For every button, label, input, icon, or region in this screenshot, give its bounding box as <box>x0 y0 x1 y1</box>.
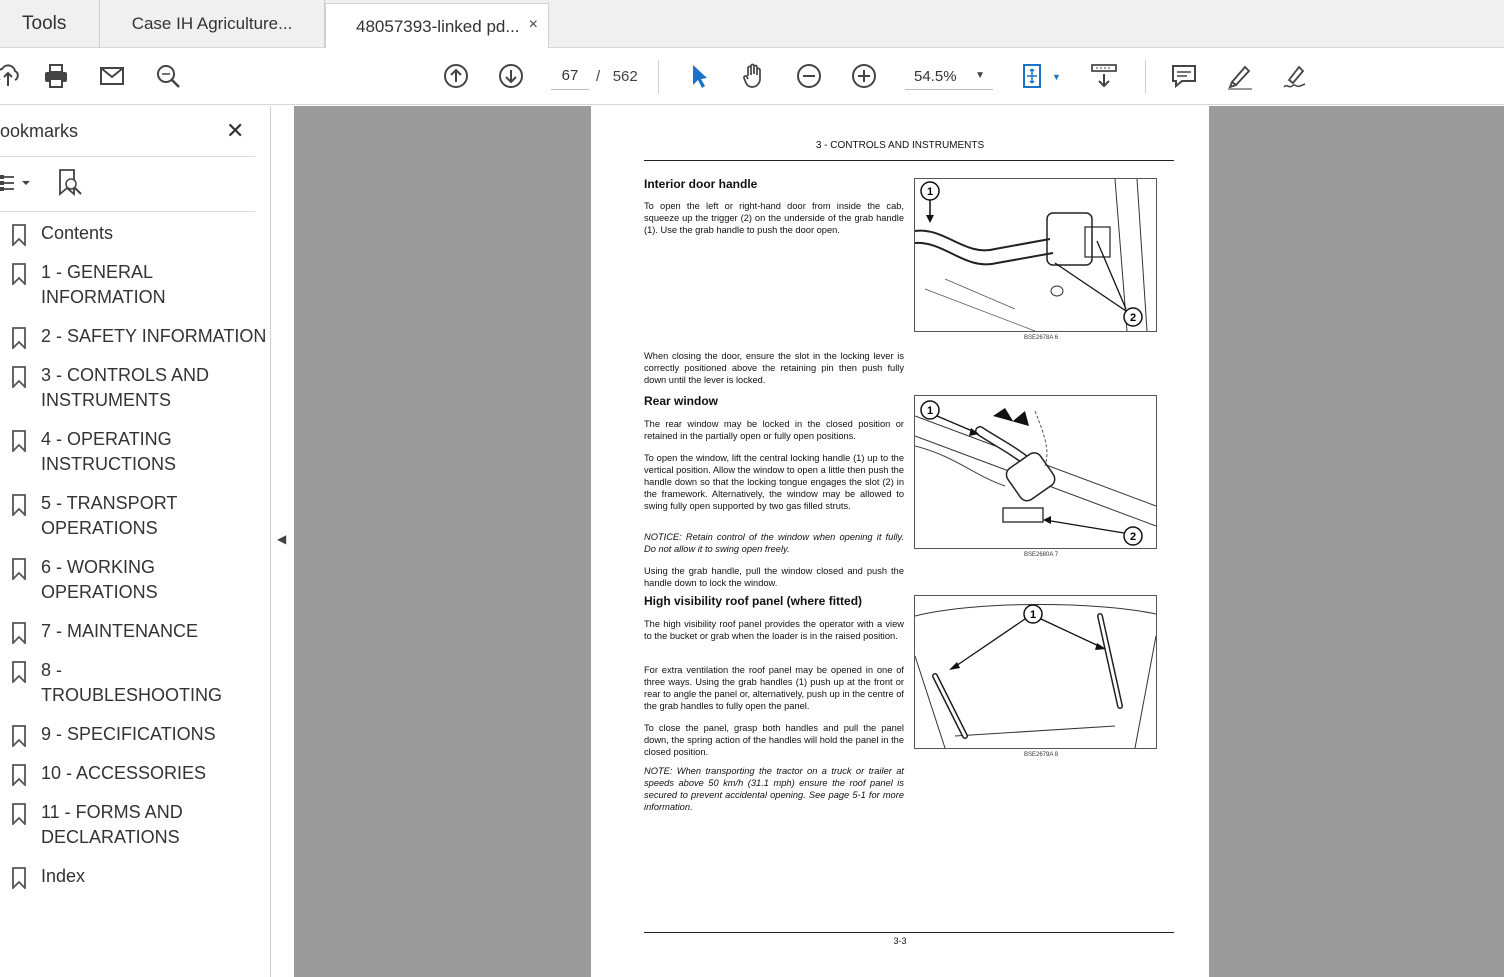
paragraph: When closing the door, ensure the slot in the locking lever is correctly positioned above the retaining pin then push fully down until the lever is locked. <box>644 351 904 385</box>
read-mode-icon[interactable] <box>1088 60 1120 92</box>
bookmark-label: 4 - OPERATING INSTRUCTIONS <box>41 429 176 474</box>
tab-document-1[interactable]: Case IH Agriculture... <box>100 0 325 48</box>
paragraph: To close the panel, grasp both handles and pull the panel down, the spring action of the handles will hold the panel in the closed position. <box>644 723 904 757</box>
toolbar <box>0 48 1504 105</box>
figure-caption: BSE2680A 7 <box>1024 552 1059 558</box>
bookmark-icon <box>11 661 27 683</box>
callout-2: 2 <box>1129 312 1137 324</box>
bookmark-label: 7 - MAINTENANCE <box>41 621 199 641</box>
page-total: / 562 <box>596 68 638 85</box>
zoom-value: 54.5% <box>914 68 957 85</box>
print-icon[interactable] <box>40 60 72 92</box>
chevron-down-icon: ▼ <box>975 70 985 81</box>
collapse-panel-icon[interactable]: ◀ <box>277 532 287 546</box>
bookmark-icon <box>11 725 27 747</box>
bookmark-item[interactable] <box>0 619 270 644</box>
callout-1: 1 <box>926 405 934 417</box>
paragraph: To open the left or right-hand door from inside the cab, squeeze up the trigger (2) on the underside of the grab handle (1). Use the grab handle to push the door open. <box>644 201 904 235</box>
highlight-pen-icon[interactable] <box>1224 60 1256 92</box>
figure-door-handle <box>914 178 1157 332</box>
options-menu-icon[interactable] <box>0 172 36 199</box>
paragraph: For extra ventilation the roof panel may be opened in one of three ways. Using the grab handles (1) push up at the front or rear to angle the panel or, alternatively, push up in the centre of the grab handles to fully open the panel. <box>644 665 904 711</box>
zoom-in-icon[interactable] <box>848 60 880 92</box>
bookmark-icon <box>11 263 27 285</box>
figure-roof-panel <box>914 595 1157 749</box>
bookmark-item[interactable] <box>0 800 270 850</box>
upload-icon[interactable] <box>0 60 24 92</box>
section-title: High visibility roof panel (where fitted) <box>644 594 863 608</box>
paragraph: The high visibility roof panel provides the operator with a view to the bucket or grab when the loader is in the raised position. <box>644 619 904 641</box>
document-viewer[interactable] <box>294 106 1504 977</box>
bookmark-item[interactable] <box>0 864 270 889</box>
sign-icon[interactable] <box>1279 60 1311 92</box>
bookmark-item[interactable] <box>0 722 270 747</box>
footer-rule <box>644 932 1174 933</box>
tab-bar <box>0 0 1504 48</box>
note-text: NOTE: When transporting the tractor on a truck or trailer at speeds above 50 km/h (31.1 mph) ensure the roof panel is secured to prevent accidental opening. See page 5-1 for more information. <box>644 766 904 812</box>
bookmark-icon <box>11 867 27 889</box>
bookmark-label: 2 - SAFETY INFORMATION <box>41 326 267 346</box>
bookmark-label: 11 - FORMS AND DECLARATIONS <box>41 802 183 847</box>
callout-1: 1 <box>926 186 934 198</box>
bookmark-label: Index <box>41 866 86 886</box>
bookmark-icon <box>11 430 27 452</box>
add-bookmark-icon[interactable] <box>56 168 84 203</box>
zoom-out-icon[interactable] <box>793 60 825 92</box>
zoom-select[interactable] <box>905 62 993 90</box>
divider <box>0 156 255 157</box>
bookmark-label: 5 - TRANSPORT OPERATIONS <box>41 493 178 538</box>
tab-label: 48057393-linked pd... <box>356 16 520 36</box>
bookmarks-panel <box>0 106 271 977</box>
bookmark-icon <box>11 764 27 786</box>
bookmark-icon <box>11 622 27 644</box>
tab-tools[interactable]: Tools <box>0 0 100 48</box>
bookmark-item[interactable] <box>0 324 270 349</box>
paragraph: To open the window, lift the central locking handle (1) up to the vertical position. Allow the window to open a little then push the handle down so that the locking tongue engages the slot (2) in the framework. Alternatively, the window may be allowed to swing fully open supported by two gas filled struts. <box>644 453 904 511</box>
page-footer: 3-3 <box>893 936 907 946</box>
search-icon[interactable] <box>152 60 184 92</box>
header-rule <box>644 160 1174 161</box>
toolbar-divider <box>658 60 659 94</box>
section-title: Interior door handle <box>644 177 758 191</box>
email-icon[interactable] <box>96 60 128 92</box>
notice-text: NOTICE: Retain control of the window when opening it fully. Do not allow it to swing open freely. <box>644 532 904 554</box>
figure-rear-window <box>914 395 1157 549</box>
page-header: 3 - CONTROLS AND INSTRUMENTS <box>815 140 985 151</box>
bookmark-item[interactable] <box>0 260 270 310</box>
tab-document-2[interactable] <box>325 3 549 49</box>
bookmark-list <box>0 221 270 903</box>
panel-title: ookmarks <box>0 121 79 141</box>
bookmark-icon <box>11 366 27 388</box>
pdf-page <box>591 106 1209 977</box>
select-cursor-icon[interactable] <box>683 60 715 92</box>
tab-close-icon[interactable]: × <box>528 16 538 33</box>
fit-chevron-icon[interactable]: ▼ <box>1052 72 1061 82</box>
paragraph: The rear window may be locked in the closed position or retained in the partially open or fully open positions. <box>644 419 904 441</box>
figure-caption: BSE2679A 8 <box>1024 752 1059 758</box>
bookmark-item[interactable] <box>0 658 270 708</box>
bookmark-label: 3 - CONTROLS AND INSTRUMENTS <box>41 365 210 410</box>
close-icon[interactable]: ✕ <box>226 118 245 143</box>
bookmark-label: 10 - ACCESSORIES <box>41 763 207 783</box>
bookmark-icon <box>11 558 27 580</box>
bookmark-label: 6 - WORKING OPERATIONS <box>41 557 158 602</box>
bookmark-item[interactable] <box>0 221 270 246</box>
callout-2: 2 <box>1129 531 1137 543</box>
comment-icon[interactable] <box>1168 60 1200 92</box>
toolbar-divider <box>1145 60 1146 94</box>
hand-tool-icon[interactable] <box>738 60 770 92</box>
page-number-input[interactable] <box>551 62 589 90</box>
bookmark-label: Contents <box>41 223 114 243</box>
bookmark-icon <box>11 224 27 246</box>
bookmark-label: 9 - SPECIFICATIONS <box>41 724 216 744</box>
bookmark-item[interactable] <box>0 491 270 541</box>
next-page-icon[interactable] <box>495 60 527 92</box>
section-title: Rear window <box>644 394 719 408</box>
divider <box>0 211 255 212</box>
bookmark-icon <box>11 803 27 825</box>
bookmark-label: 1 - GENERAL INFORMATION <box>41 262 166 307</box>
fit-page-icon[interactable] <box>1018 60 1050 92</box>
callout-1: 1 <box>1029 609 1037 621</box>
bookmark-item[interactable] <box>0 363 270 413</box>
figure-caption: BSE2678A 6 <box>1024 335 1059 341</box>
paragraph: Using the grab handle, pull the window closed and push the handle down to lock the window. <box>644 566 904 588</box>
previous-page-icon[interactable] <box>440 60 472 92</box>
bookmark-icon <box>11 327 27 349</box>
bookmark-icon <box>11 494 27 516</box>
bookmark-item[interactable] <box>0 761 270 786</box>
bookmark-item[interactable] <box>0 427 270 477</box>
bookmark-item[interactable] <box>0 555 270 605</box>
bookmark-label: 8 - TROUBLESHOOTING <box>41 660 223 705</box>
